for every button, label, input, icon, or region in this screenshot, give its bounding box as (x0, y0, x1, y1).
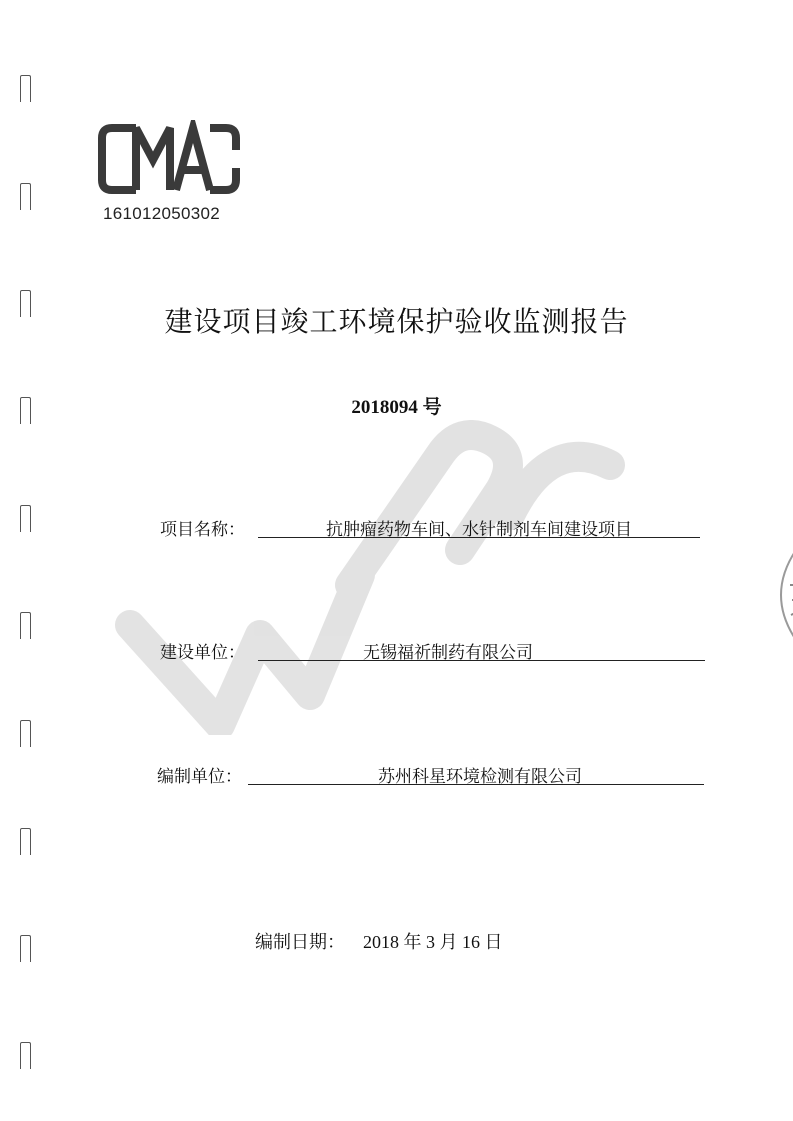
compile-date-label: 编制日期： (255, 932, 345, 953)
project-name-label: 项目名称： (160, 520, 245, 540)
cma-certificate-number: 161012050302 (103, 204, 221, 223)
binding-hole (20, 1042, 31, 1069)
partial-seal-stamp (766, 545, 793, 645)
compiling-unit-label: 编制单位： (157, 767, 242, 787)
compile-date-row (255, 928, 503, 954)
compile-date-value: 2018 年 3 月 16 日 (363, 932, 503, 952)
project-name-value: 抗肿瘤药物车间、水针制剂车间建设项目 (326, 520, 632, 540)
binding-hole (20, 612, 31, 639)
binding-hole (20, 183, 31, 210)
binding-hole (20, 75, 31, 102)
binding-hole (20, 505, 31, 532)
report-title: 建设项目竣工环境保护验收监测报告 (164, 305, 629, 338)
wps-watermark-icon (110, 395, 630, 735)
compiling-unit-value: 苏州科星环境检测有限公司 (378, 767, 582, 787)
binding-hole (20, 828, 31, 855)
construction-unit-label: 建设单位： (160, 643, 245, 663)
cma-logo (98, 120, 240, 198)
report-number: 2018094 号 (351, 397, 442, 418)
construction-unit-value: 无锡福祈制药有限公司 (363, 643, 533, 663)
binding-hole (20, 720, 31, 747)
binding-hole (20, 935, 31, 962)
